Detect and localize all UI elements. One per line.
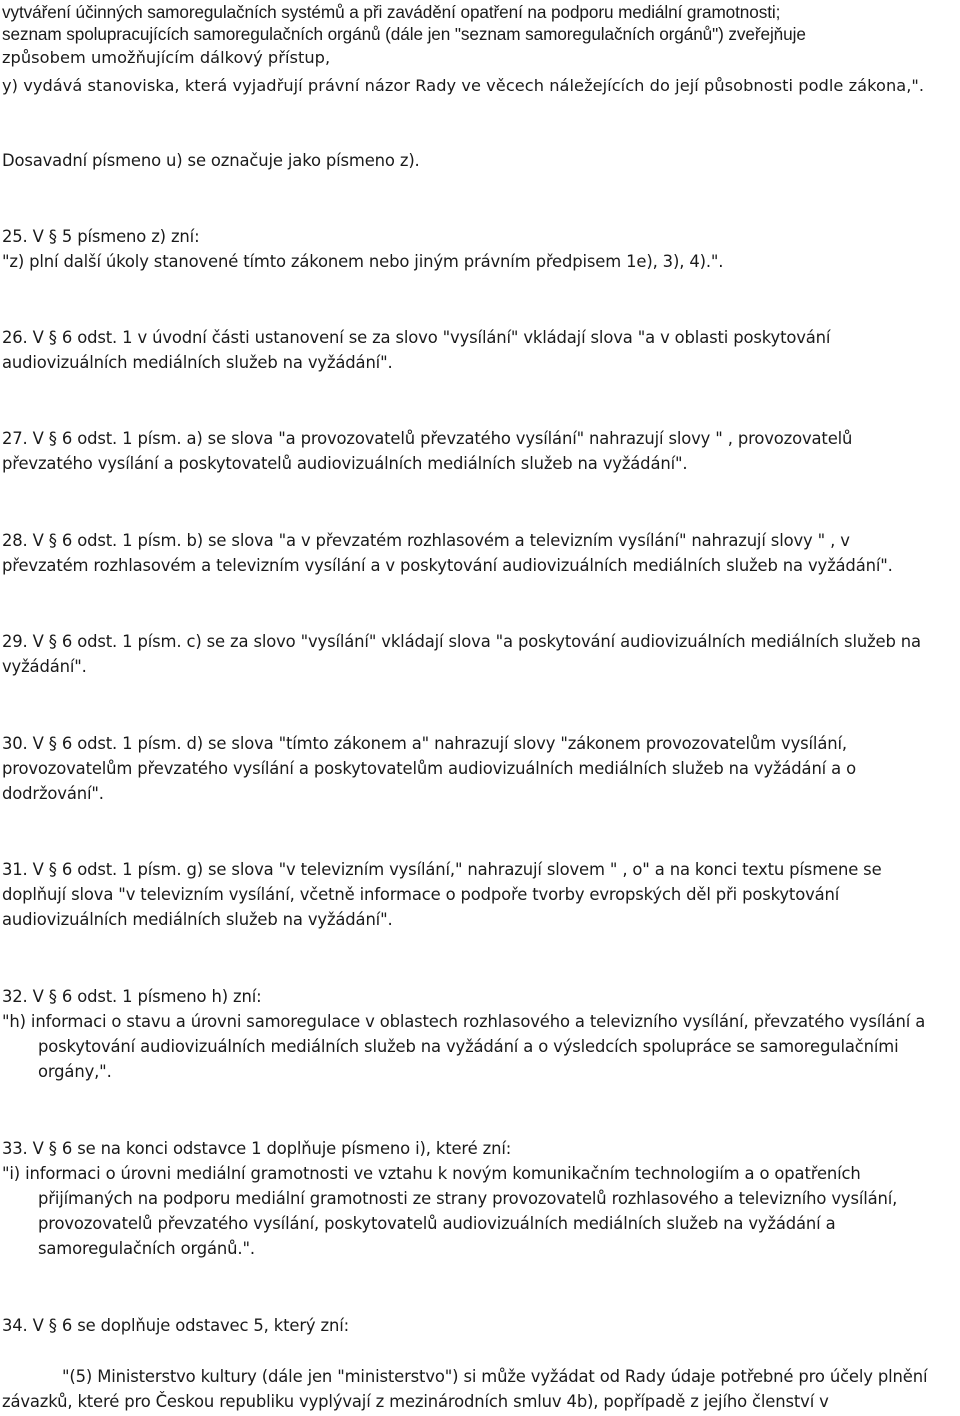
quoted-text-line: "h) informaci o stavu a úrovni samoregulace v oblastech rozhlasového a televizního vysílání, převzatého vysílání a (2, 1012, 926, 1031)
amendment-heading: 27. V § 6 odst. 1 písm. a) se slova "a provozovatelů převzatého vysílání" nahrazují slovy " , provozovatelů (2, 429, 853, 448)
text-line: audiovizuálních mediálních služeb na vyžádání". (2, 910, 393, 929)
text-line: Dosavadní písmeno u) se označuje jako písmeno z). (2, 151, 420, 170)
text-line: vyžádání". (2, 657, 87, 676)
quoted-text-line: "i) informaci o úrovni mediální gramotnosti ve vztahu k novým komunikačním technologiím a o opatřeních (2, 1164, 861, 1183)
text-line: seznam spolupracujících samoregulačních orgánů (dále jen "seznam samoregulačních orgánů") zveřejňuje (2, 24, 806, 44)
quoted-text-line: "(5) Ministerstvo kultury (dále jen "ministerstvo") si může vyžádat od Rady údaje potřebné pro účely plnění (62, 1367, 928, 1386)
text-line: způsobem umožňujícím dálkový přístup, (2, 48, 331, 67)
amendment-heading: 31. V § 6 odst. 1 písm. g) se slova "v televizním vysílání," nahrazují slovem " , o" a na konci textu písmene se (2, 860, 882, 879)
text-line: provozovatelům převzatého vysílání a poskytovatelům audiovizuálních mediálních služeb na vyžádání a o (2, 759, 856, 778)
text-line: doplňují slova "v televizním vysílání, včetně informace o podpoře tvorby evropských děl při poskytování (2, 885, 840, 904)
text-line: dodržování". (2, 784, 104, 803)
quoted-text-line: poskytování audiovizuálních mediálních služeb na vyžádání a o výsledcích spolupráce se samoregulačními (38, 1037, 899, 1056)
quoted-text-line: samoregulačních orgánů.". (38, 1239, 255, 1258)
text-line: vytváření účinných samoregulačních systémů a při zavádění opatření na podporu mediální gramotnosti; (2, 2, 781, 22)
quoted-text-line: provozovatelů převzatého vysílání, poskytovatelů audiovizuálních mediálních služeb na vyžádání a (38, 1214, 836, 1233)
amendment-heading: 34. V § 6 se doplňuje odstavec 5, který zní: (2, 1316, 350, 1335)
text-line: audiovizuálních mediálních služeb na vyžádání". (2, 353, 393, 372)
amendment-heading: 33. V § 6 se na konci odstavce 1 doplňuje písmeno i), které zní: (2, 1139, 512, 1158)
quoted-text-line: závazků, které pro Českou republiku vyplývají z mezinárodních smluv 4b), popřípadě z jejího členství v (2, 1392, 829, 1411)
amendment-heading: 32. V § 6 odst. 1 písmeno h) zní: (2, 987, 262, 1006)
text-line: y) vydává stanoviska, která vyjadřují právní názor Rady ve věcech náležejících do její působnosti podle zákona,". (2, 76, 925, 95)
text-line: převzatého vysílání a poskytovatelů audiovizuálních mediálních služeb na vyžádání". (2, 454, 688, 473)
quoted-text-line: přijímaných na podporu mediální gramotnosti ze strany provozovatelů rozhlasového a televizního vysílání, (38, 1189, 898, 1208)
amendment-heading: 29. V § 6 odst. 1 písm. c) se za slovo "vysílání" vkládají slova "a poskytování audiovizuálních mediálních služeb na (2, 632, 921, 651)
amendment-heading: 28. V § 6 odst. 1 písm. b) se slova "a v převzatém rozhlasovém a televizním vysílání" nahrazují slovy " , v (2, 531, 850, 550)
amendment-heading: 25. V § 5 písmeno z) zní: (2, 227, 200, 246)
text-line: převzatém rozhlasovém a televizním vysílání a v poskytování audiovizuálních mediálních služeb na vyžádání". (2, 556, 893, 575)
quoted-text-line: orgány,". (38, 1062, 112, 1081)
text-line: "z) plní další úkoly stanovené tímto zákonem nebo jiným právním předpisem 1e), 3), 4).". (2, 252, 724, 271)
amendment-heading: 30. V § 6 odst. 1 písm. d) se slova "tímto zákonem a" nahrazují slovy "zákonem provozovatelům vysílání, (2, 734, 847, 753)
amendment-heading: 26. V § 6 odst. 1 v úvodní části ustanovení se za slovo "vysílání" vkládají slova "a v oblasti poskytování (2, 328, 831, 347)
